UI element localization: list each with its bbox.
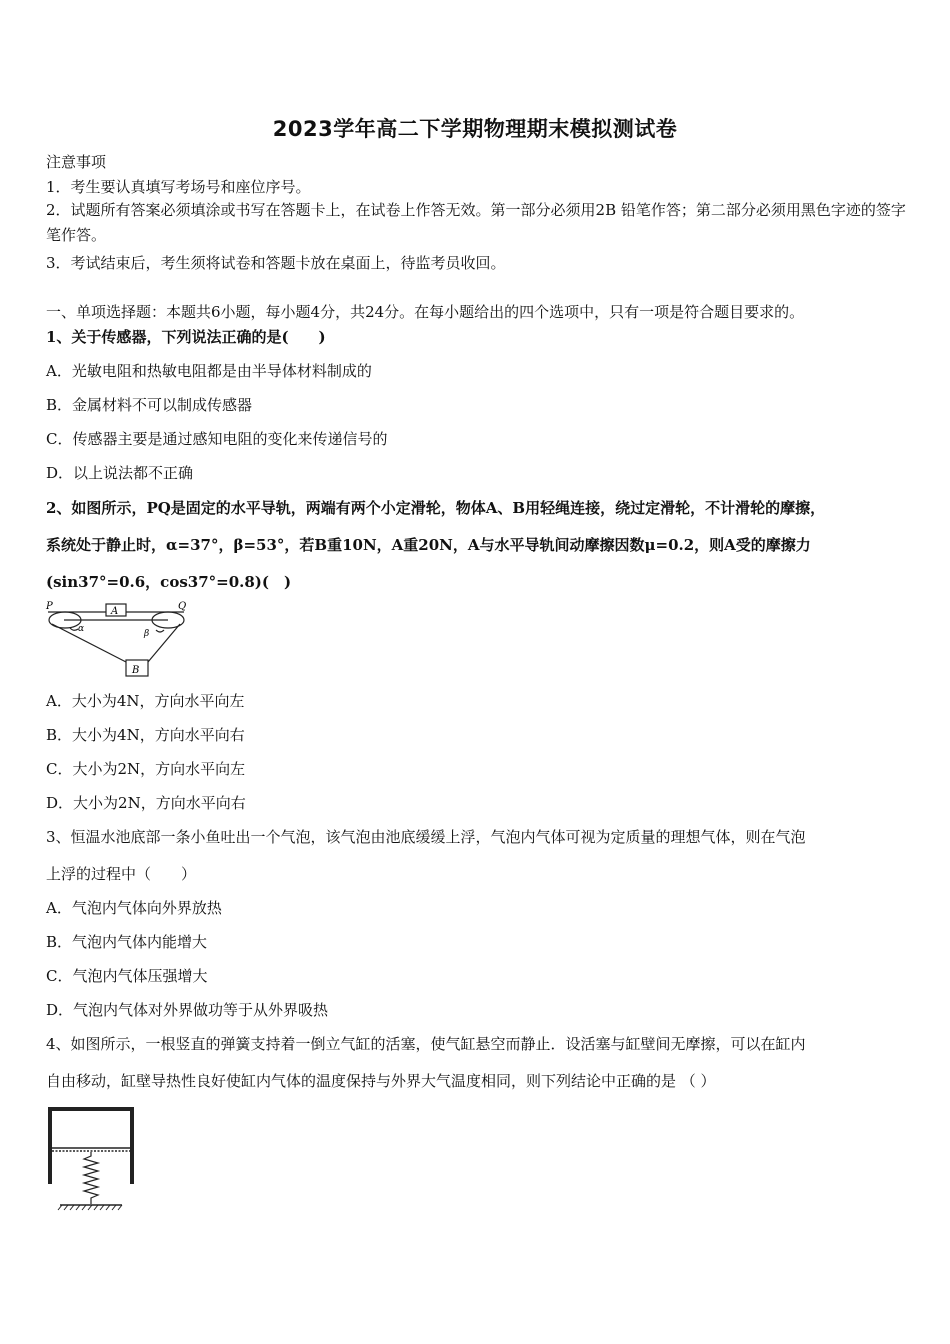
label-alpha: α [78,624,85,634]
question-2-stem-line3: (sin37°=0.6，cos37°=0.8)( ) [46,573,292,591]
spring [84,1152,98,1204]
question-3-stem-line1: 3、恒温水池底部一条小鱼吐出一个气泡，该气泡由池底缓缓上浮，气泡内气体可视为定质量的理想气体，则在气泡 [46,828,806,846]
alpha-arc [70,628,78,630]
rope-right [148,624,180,662]
q3-option-b: B．气泡内气体内能增大 [46,933,208,951]
question-3-stem-line2: 上浮的过程中（ ） [46,865,197,883]
q2-option-c: C．大小为2N，方向水平向左 [46,760,246,778]
notice-heading: 注意事项 [46,153,107,171]
notice-item: 2．试题所有答案必须填涂或书写在答题卡上，在试卷上作答无效。第一部分必须用2B 铅笔作答；第二部分必须用黑色字迹的签字笔作答。 [46,201,906,244]
q1-option-c: C．传感器主要是通过感知电阻的变化来传递信号的 [46,430,388,448]
label-b: B [132,665,140,676]
q3-option-a: A．气泡内气体向外界放热 [46,899,222,917]
q2-option-d: D．大小为2N，方向水平向右 [46,794,246,812]
q3-option-d: D．气泡内气体对外界做功等于从外界吸热 [46,1001,329,1019]
question-1-stem: 1、关于传感器，下列说法正确的是( ) [46,328,326,346]
cylinder-spring-diagram [46,1106,136,1214]
label-q: Q [178,601,187,612]
label-p: P [46,601,53,612]
question-2-stem-line2: 系统处于静止时，α=37°，β=53°，若B重10N，A重20N，A与水平导轨间动摩擦因数μ=0.2，则A受的摩擦力 [46,536,811,554]
pulley-diagram [44,600,190,680]
label-beta: β [144,629,150,639]
q1-option-d: D．以上说法都不正确 [46,464,194,482]
notice-item: 3．考试结束后，考生须将试卷和答题卡放在桌面上，待监考员收回。 [46,254,506,272]
question-2-stem-line1: 2、如图所示，PQ是固定的水平导轨，两端有两个小定滑轮，物体A、B用轻绳连接，绕过定滑轮，不计滑轮的摩擦， [46,499,826,517]
label-a: A [111,606,119,617]
q2-option-b: B．大小为4N，方向水平向右 [46,726,245,744]
page-title: 2023学年高二下学期物理期末模拟测试卷 [272,117,678,141]
rope-left [52,624,126,662]
q1-option-a: A．光敏电阻和热敏电阻都是由半导体材料制成的 [46,362,372,380]
q3-option-c: C．气泡内气体压强增大 [46,967,208,985]
question-4-stem-line2: 自由移动，缸壁导热性良好使缸内气体的温度保持与外界大气温度相同，则下列结论中正确的是 （ ） [46,1072,716,1090]
q2-option-a: A．大小为4N，方向水平向左 [46,692,245,710]
q1-option-b: B．金属材料不可以制成传感器 [46,396,253,414]
section-heading: 一、单项选择题：本题共6小题，每小题4分，共24分。在每小题给出的四个选项中，只有一项是符合题目要求的。 [46,303,805,321]
beta-arc [156,630,164,632]
notice-item: 1．考生要认真填写考场号和座位序号。 [46,178,311,196]
question-4-stem-line1: 4、如图所示，一根竖直的弹簧支持着一倒立气缸的活塞，使气缸悬空而静止．设活塞与缸壁间无摩擦，可以在缸内 [46,1035,806,1053]
